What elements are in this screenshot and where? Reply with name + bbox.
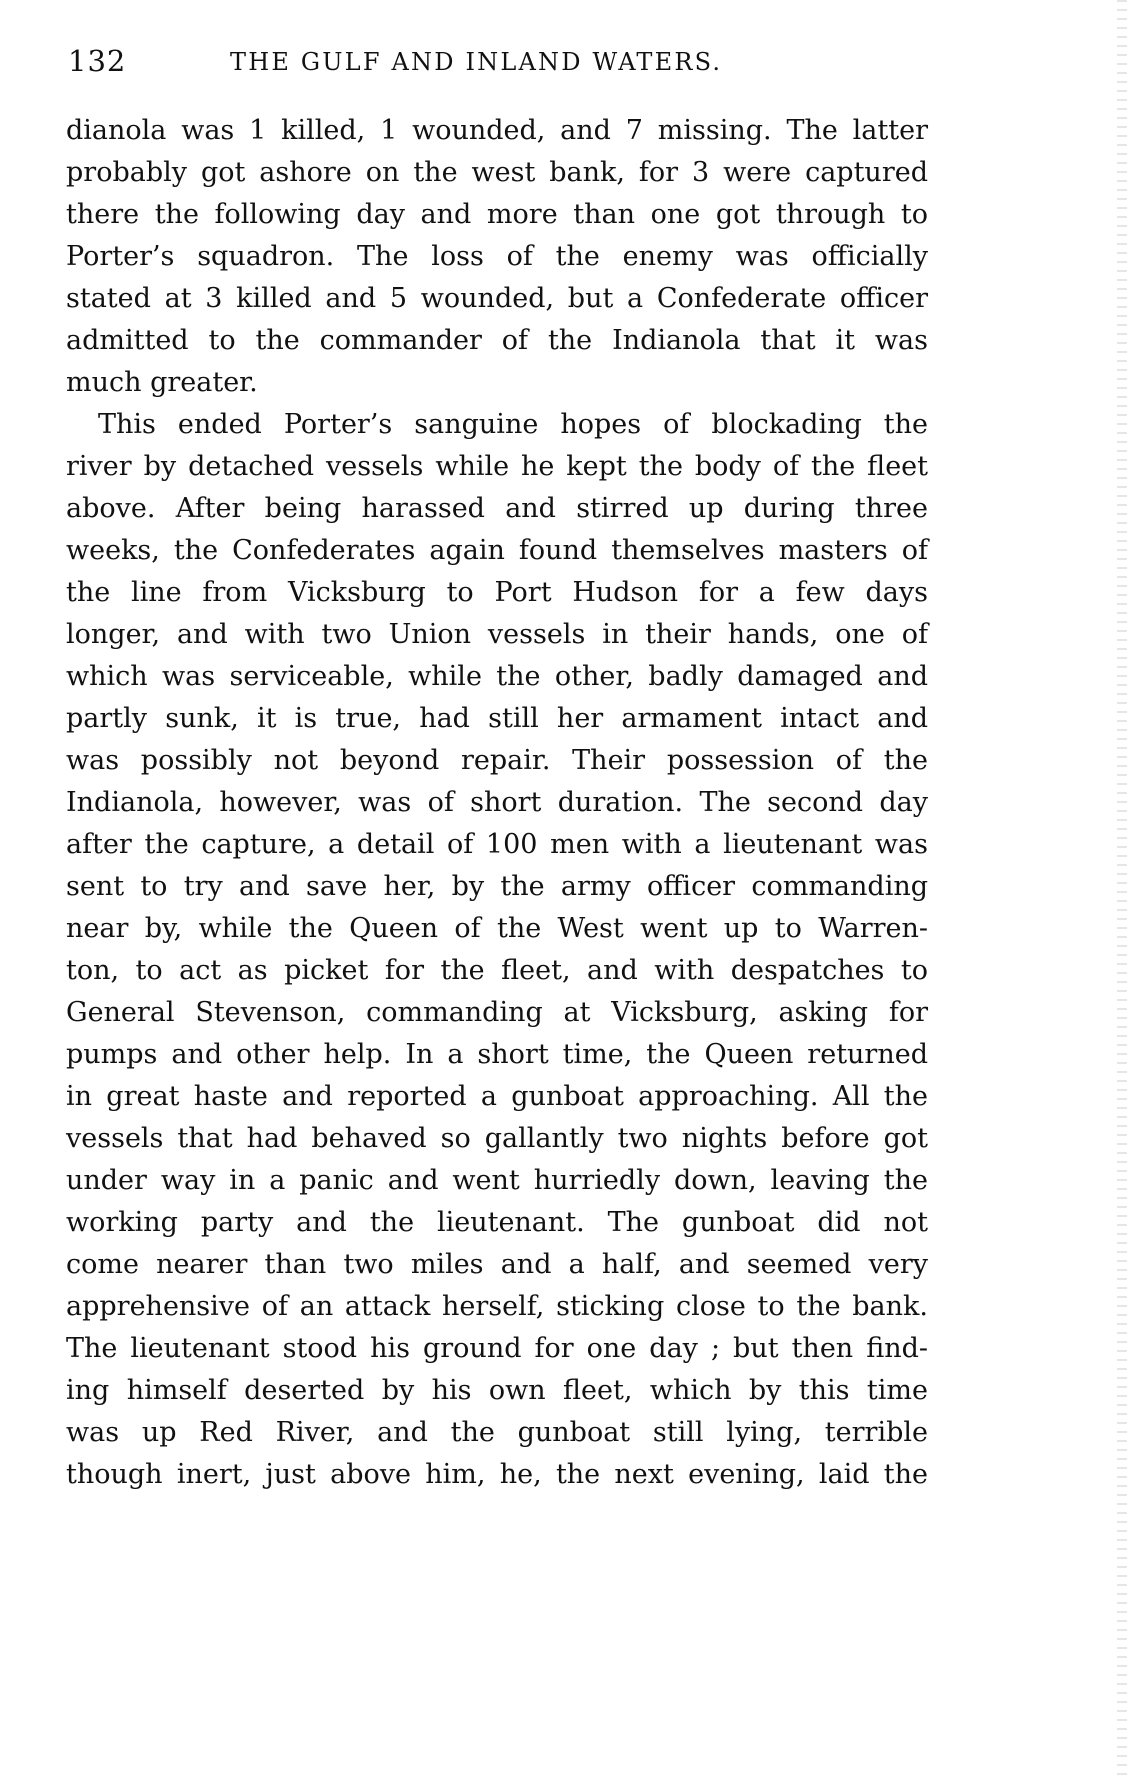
- page-number: 132: [68, 44, 127, 78]
- text-line: river by detached vessels while he kept the body of the fleet: [66, 451, 928, 482]
- text-line: This ended Porter’s sanguine hopes of blockading the: [98, 409, 928, 440]
- text-line: above. After being harassed and stirred up during three: [66, 493, 928, 524]
- text-line: sent to try and save her, by the army officer commanding: [66, 871, 928, 902]
- text-line: in great haste and reported a gunboat approaching. All the: [66, 1081, 928, 1112]
- text-line: which was serviceable, while the other, badly damaged and: [66, 661, 928, 692]
- text-line: Porter’s squadron. The loss of the enemy was officially: [66, 241, 928, 272]
- text-line: vessels that had behaved so gallantly two nights before got: [66, 1123, 928, 1154]
- text-line: much greater.: [66, 367, 258, 398]
- text-line: ton, to act as picket for the fleet, and with despatches to: [66, 955, 928, 986]
- paragraph-1: [66, 110, 928, 404]
- text-line: after the capture, a detail of 100 men with a lieutenant was: [66, 829, 928, 860]
- text-line: pumps and other help. In a short time, the Queen returned: [66, 1039, 928, 1070]
- text-line: Indianola, however, was of short duration. The second day: [66, 787, 928, 818]
- text-line: probably got ashore on the west bank, for 3 were captured: [66, 157, 928, 188]
- text-line: working party and the lieutenant. The gunboat did not: [66, 1207, 928, 1238]
- running-head: [68, 44, 948, 84]
- body-text: [66, 110, 928, 1496]
- scan-edge-shadow: [1117, 0, 1127, 1782]
- text-line: under way in a panic and went hurriedly down, leaving the: [66, 1165, 928, 1196]
- text-line: there the following day and more than one got through to: [66, 199, 928, 230]
- text-line: near by, while the Queen of the West went up to Warren-: [66, 913, 928, 944]
- text-line: ing himself deserted by his own fleet, which by this time: [66, 1375, 928, 1406]
- text-line: longer, and with two Union vessels in their hands, one of: [66, 619, 928, 650]
- text-line: The lieutenant stood his ground for one day ; but then find-: [66, 1333, 928, 1364]
- text-line: was up Red River, and the gunboat still lying, terrible: [66, 1417, 928, 1448]
- text-line: dianola was 1 killed, 1 wounded, and 7 missing. The latter: [66, 115, 928, 146]
- text-line: General Stevenson, commanding at Vicksburg, asking for: [66, 997, 928, 1028]
- text-line: come nearer than two miles and a half, and seemed very: [66, 1249, 928, 1280]
- running-title: THE GULF AND INLAND WATERS.: [230, 48, 723, 76]
- paragraph-2: [66, 404, 928, 1496]
- text-line: though inert, just above him, he, the next evening, laid the: [66, 1459, 928, 1490]
- text-line: apprehensive of an attack herself, sticking close to the bank.: [66, 1291, 928, 1322]
- text-line: partly sunk, it is true, had still her armament intact and: [66, 703, 928, 734]
- text-line: weeks, the Confederates again found themselves masters of: [66, 535, 928, 566]
- text-line: was possibly not beyond repair. Their possession of the: [66, 745, 928, 776]
- text-line: the line from Vicksburg to Port Hudson for a few days: [66, 577, 928, 608]
- text-line: stated at 3 killed and 5 wounded, but a Confederate officer: [66, 283, 928, 314]
- text-line: admitted to the commander of the Indianola that it was: [66, 325, 928, 356]
